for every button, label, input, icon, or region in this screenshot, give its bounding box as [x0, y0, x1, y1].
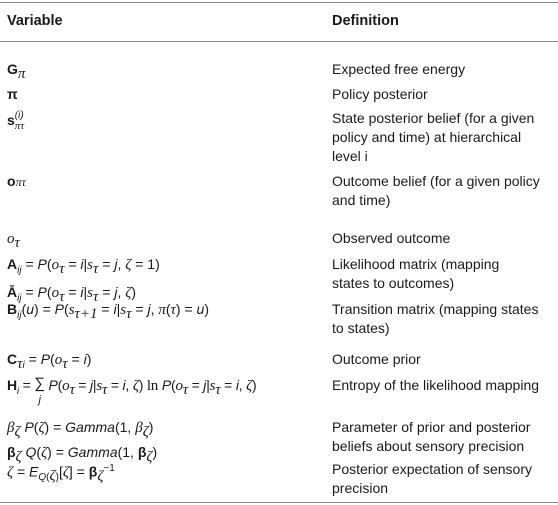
definition-text: states to outcomes) — [332, 275, 455, 291]
definition-cell — [332, 376, 556, 395]
variable-text: $\beta_\zeta$ Q(ζ) = Gamma(1, $\beta_\zeta$) — [7, 443, 158, 465]
variable-text: $o_\tau$ — [7, 231, 20, 251]
definition-cell — [332, 460, 556, 498]
definition-text: Outcome belief (for a given policy — [332, 173, 540, 189]
definition-cell — [332, 418, 556, 456]
variable-text: s(i) πτ — [7, 110, 25, 132]
variable-cell — [7, 350, 327, 375]
definition-text: precision — [332, 480, 389, 496]
variable-cell — [7, 172, 327, 191]
definition-text: Posterior expectation of sensory — [332, 461, 532, 477]
definition-text: level i — [332, 148, 368, 164]
definition-text: Policy posterior — [332, 86, 428, 102]
definition-text: Entropy of the likelihood mapping — [332, 377, 540, 393]
definition-text: Parameter of prior and posterior — [332, 419, 531, 435]
table-top-rule — [0, 2, 558, 3]
variable-text: $\beta_\zeta$ P(ζ) = Gamma(1, $\beta_\zeta$) — [7, 419, 154, 440]
variable-text: π — [7, 86, 18, 102]
variable-text: $\zeta = E_{Q(\zeta)}[\zeta] = \beta_\zeta^{-1}$ — [7, 463, 115, 485]
variable-text: $H_i$ = ∑ j $P(o_\tau = j|s_\tau = i$, ζ) $\ln P(o_\tau = j|s_\tau = i$, ζ) — [7, 375, 257, 406]
definition-cell — [332, 60, 556, 79]
definition-text: State posterior belief (for a given — [332, 110, 535, 126]
table-bottom-rule — [0, 502, 558, 503]
definition-text: and time) — [332, 192, 391, 208]
definition-text: Observed outcome — [332, 230, 451, 246]
definition-cell — [332, 255, 556, 293]
variable-text: $B_{ij}(u) = P(s_{\tau+1} = i|s_\tau = j$, π(τ) = u) — [7, 301, 210, 322]
definition-cell — [332, 229, 556, 248]
definition-text: policy and time) at hierarchical — [332, 129, 522, 145]
definition-text: to states) — [332, 320, 390, 336]
column-header-variable: Variable — [7, 13, 63, 29]
variable-text: $C_{\tau i} = P(o_\tau = i)$ — [7, 351, 92, 372]
definition-text: Expected free energy — [332, 61, 466, 77]
definition-cell — [332, 172, 556, 210]
definition-text: Transition matrix (mapping states — [332, 301, 539, 317]
column-header-definition: Definition — [332, 13, 399, 29]
header-rule — [0, 41, 558, 42]
variable-text: $G_\pi$ — [7, 61, 26, 82]
definition-text: Likelihood matrix (mapping — [332, 256, 500, 272]
definition-text: beliefs about sensory precision — [332, 438, 525, 454]
definition-text: Outcome prior — [332, 351, 421, 367]
variable-cell — [7, 60, 327, 83]
variable-cell — [7, 418, 327, 466]
variable-cell — [7, 109, 327, 130]
variable-cell — [7, 376, 327, 407]
variable-text: $Ā_{ij} = P(o_\tau = i|s_\tau = j$, ζ) — [7, 283, 137, 305]
variable-cell — [7, 300, 327, 325]
definition-cell — [332, 109, 556, 166]
definition-cell — [332, 85, 556, 104]
variable-text: oπτ — [7, 173, 26, 189]
variable-text: $A_{ij} = P(o_\tau = i|s_\tau = j$, ζ = 1) — [7, 256, 160, 277]
definition-cell — [332, 350, 556, 369]
variable-cell — [7, 85, 327, 103]
variable-cell — [7, 460, 327, 487]
definition-cell — [332, 300, 556, 338]
variable-cell — [7, 229, 327, 252]
